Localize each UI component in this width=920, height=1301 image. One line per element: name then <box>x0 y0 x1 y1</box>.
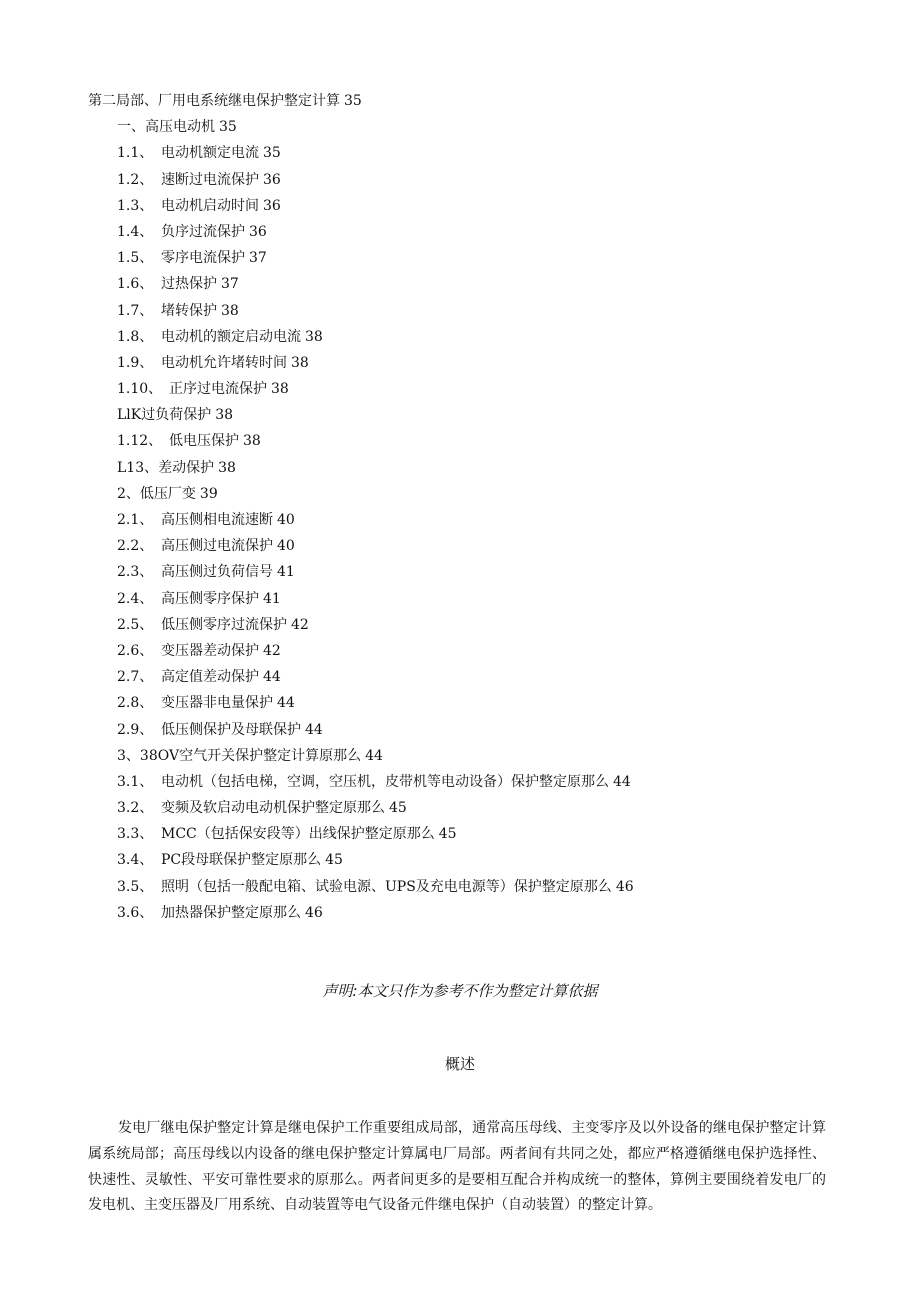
toc-entry[interactable] <box>0 586 920 612</box>
toc-entry-page-number: 38 <box>243 433 261 450</box>
toc-entry-title: 电动机启动时间 <box>161 197 259 214</box>
toc-entry-page-number: 46 <box>305 904 323 921</box>
disclaimer-statement: 声明:本文只作为参考不作为整定计算依据 <box>322 982 598 1000</box>
toc-entry[interactable] <box>0 533 920 559</box>
toc-entry[interactable] <box>0 664 920 690</box>
toc-entry[interactable] <box>0 743 920 769</box>
toc-entry[interactable] <box>0 821 920 847</box>
toc-entry[interactable] <box>0 140 920 166</box>
toc-entry-title: LlK过负荷保护 <box>117 407 212 424</box>
toc-entry-number: 2.2、 <box>117 538 154 555</box>
toc-entry[interactable] <box>0 298 920 324</box>
toc-entry-page-number: 37 <box>221 276 239 293</box>
toc-entry-title: 速断过电流保护 <box>161 171 259 188</box>
toc-entry-number: 1.12、 <box>117 433 163 450</box>
toc-entry[interactable] <box>0 481 920 507</box>
toc-entry-number: 3.1、 <box>117 773 154 790</box>
toc-entry[interactable] <box>0 769 920 795</box>
toc-entry-title: 照明（包括一般配电箱、试验电源、UPS及充电电源等）保护整定原那么 <box>161 878 612 895</box>
toc-entry-number: 3.3、 <box>117 826 154 843</box>
toc-entry-page-number: 44 <box>305 721 323 738</box>
toc-entry-number: 2.1、 <box>117 512 154 528</box>
toc-entry-page-number: 35 <box>344 93 362 109</box>
toc-entry-number: 2.9、 <box>117 721 154 738</box>
toc-entry-page-number: 41 <box>263 590 281 607</box>
toc-entry-title: 高定值差动保护 <box>161 669 259 686</box>
toc-entry-page-number: 36 <box>249 223 267 240</box>
toc-entry-title: 高压侧相电流速断 <box>161 512 273 528</box>
toc-entry[interactable] <box>0 874 920 900</box>
toc-entry-number: 3.2、 <box>117 800 154 817</box>
toc-entry-number: 2.5、 <box>117 616 154 633</box>
toc-entry[interactable] <box>0 219 920 245</box>
toc-entry-page-number: 38 <box>218 459 236 476</box>
toc-entry-page-number: 38 <box>221 302 239 319</box>
toc-entry-title: 高压侧过负荷信号 <box>161 564 273 581</box>
toc-entry-page-number: 41 <box>277 564 295 581</box>
toc-entry-number: 2.3、 <box>117 564 154 581</box>
toc-entry-number: 1.8、 <box>117 328 154 345</box>
toc-entry-title: 正序过电流保护 <box>169 381 267 398</box>
toc-entry-title: 高压侧过电流保护 <box>161 538 273 555</box>
toc-entry[interactable] <box>0 690 920 716</box>
toc-entry-number: 3.5、 <box>117 878 154 895</box>
toc-entry-title: 变压器非电量保护 <box>161 695 273 712</box>
toc-entry[interactable] <box>0 900 920 926</box>
toc-entry-page-number: 35 <box>219 119 237 136</box>
toc-entry-title: 一、高压电动机 <box>117 119 215 136</box>
toc-entry-title: 电动机的额定启动电流 <box>161 328 301 345</box>
toc-entry-page-number: 38 <box>271 381 289 398</box>
toc-entry-page-number: 40 <box>277 512 295 528</box>
toc-entry-title: L13、差动保护 <box>117 459 215 476</box>
toc-entry-title: 过热保护 <box>161 276 217 293</box>
toc-entry[interactable] <box>0 271 920 297</box>
toc-entry-page-number: 44 <box>613 773 631 790</box>
toc-entry[interactable] <box>0 717 920 743</box>
toc-entry-page-number: 45 <box>438 826 457 843</box>
toc-entry-page-number: 45 <box>389 800 407 817</box>
toc-entry[interactable] <box>0 455 920 481</box>
toc-entry-page-number: 37 <box>249 250 267 267</box>
toc-entry-number: 1.1、 <box>117 145 154 162</box>
toc-entry-title: 电动机（包括电梯，空调，空压机，皮带机等电动设备）保护整定原那么 <box>161 773 609 790</box>
toc-entry-title: 低压侧保护及母联保护 <box>161 721 301 738</box>
toc-entry[interactable] <box>0 193 920 219</box>
toc-entry[interactable] <box>0 88 920 114</box>
toc-entry-title: 变压器差动保护 <box>161 642 259 659</box>
toc-entry-number: 1.5、 <box>117 250 154 267</box>
toc-entry-title: PC段母联保护整定原那么 <box>161 852 322 869</box>
toc-entry-number: 1.7、 <box>117 302 154 319</box>
toc-entry-number: 2.8、 <box>117 695 154 712</box>
toc-entry-page-number: 45 <box>325 852 343 869</box>
toc-entry-page-number: 36 <box>263 197 281 214</box>
toc-entry[interactable] <box>0 795 920 821</box>
toc-entry-title: MCC（包括保安段等）出线保护整定原那么 <box>161 826 435 843</box>
toc-entry-title: 电动机额定电流 <box>161 145 259 162</box>
toc-entry-title: 3、38OV空气开关保护整定计算原那么 <box>117 747 362 764</box>
toc-entry[interactable] <box>0 350 920 376</box>
toc-entry-page-number: 35 <box>263 145 281 162</box>
toc-entry-number: 2.4、 <box>117 590 154 607</box>
toc-entry-number: 1.3、 <box>117 197 154 214</box>
toc-entry-title: 第二局部、厂用电系统继电保护整定计算 <box>88 93 340 109</box>
toc-entry-page-number: 38 <box>305 328 323 345</box>
toc-entry-number: 1.4、 <box>117 223 154 240</box>
toc-entry-title: 堵转保护 <box>161 302 217 319</box>
toc-entry[interactable] <box>0 428 920 454</box>
toc-entry[interactable] <box>0 324 920 350</box>
toc-entry-title: 2、低压厂变 <box>117 485 196 502</box>
toc-entry-number: 1.2、 <box>117 171 154 188</box>
toc-entry[interactable] <box>0 638 920 664</box>
overview-paragraph: 发电厂继电保护整定计算是继电保护工作重要组成局部，通常高压母线、主变零序及以外设备的继电保护整定计算属系统局部；高压母线以内设备的继电保护整定计算属电厂局部。两者间有共同之处，都应严格遵循继电保护选择性、快速性、灵敏性、平安可靠性要求的原那么。两者间更多的是要相互配合并构成统一的整体，算例主要围绕着发电厂的发电机、主变压器及厂用系统、自动装置等电气设备元件继电保护（自动装置）的整定计算。 <box>88 1120 826 1214</box>
toc-entry-page-number: 44 <box>263 669 281 686</box>
toc-entry-page-number: 38 <box>215 407 234 424</box>
section-title-overview: 概述 <box>444 1055 475 1073</box>
toc-entry-number: 3.6、 <box>117 904 154 921</box>
toc-entry-title: 电动机允许堵转时间 <box>161 354 287 371</box>
toc-entry-page-number: 44 <box>277 695 295 712</box>
toc-entry-title: 高压侧零序保护 <box>161 590 259 607</box>
toc-entry-title: 低压侧零序过流保护 <box>161 616 287 633</box>
toc-entry[interactable] <box>0 376 920 402</box>
toc-entry[interactable] <box>0 612 920 638</box>
toc-entry-number: 2.6、 <box>117 642 154 659</box>
toc-entry-page-number: 42 <box>291 616 309 633</box>
toc-entry-number: 1.10、 <box>117 381 163 398</box>
toc-entry-title: 负序过流保护 <box>161 223 245 240</box>
toc-entry[interactable] <box>0 402 920 428</box>
toc-entry[interactable] <box>0 245 920 271</box>
toc-entry-number: 1.6、 <box>117 276 154 293</box>
toc-entry[interactable] <box>0 507 920 533</box>
toc-entry-title: 低电压保护 <box>169 433 239 450</box>
toc-entry-number: 1.9、 <box>117 354 154 371</box>
toc-entry-number: 2.7、 <box>117 669 154 686</box>
toc-entry-title: 变频及软启动电动机保护整定原那么 <box>161 800 385 817</box>
toc-entry-title: 零序电流保护 <box>161 250 245 267</box>
toc-entry[interactable] <box>0 559 920 585</box>
toc-entry[interactable] <box>0 114 920 140</box>
toc-entry[interactable] <box>0 167 920 193</box>
toc-entry-number: 3.4、 <box>117 852 154 869</box>
toc-entry-page-number: 42 <box>263 642 281 659</box>
toc-entry-page-number: 36 <box>263 171 281 188</box>
table-of-contents <box>0 88 920 926</box>
toc-entry-page-number: 38 <box>291 354 309 371</box>
toc-entry-page-number: 46 <box>615 878 634 895</box>
toc-entry-page-number: 39 <box>199 485 218 502</box>
toc-entry-title: 加热器保护整定原那么 <box>161 904 301 921</box>
toc-entry-page-number: 44 <box>365 747 383 764</box>
toc-entry-page-number: 40 <box>277 538 295 555</box>
toc-entry[interactable] <box>0 847 920 873</box>
